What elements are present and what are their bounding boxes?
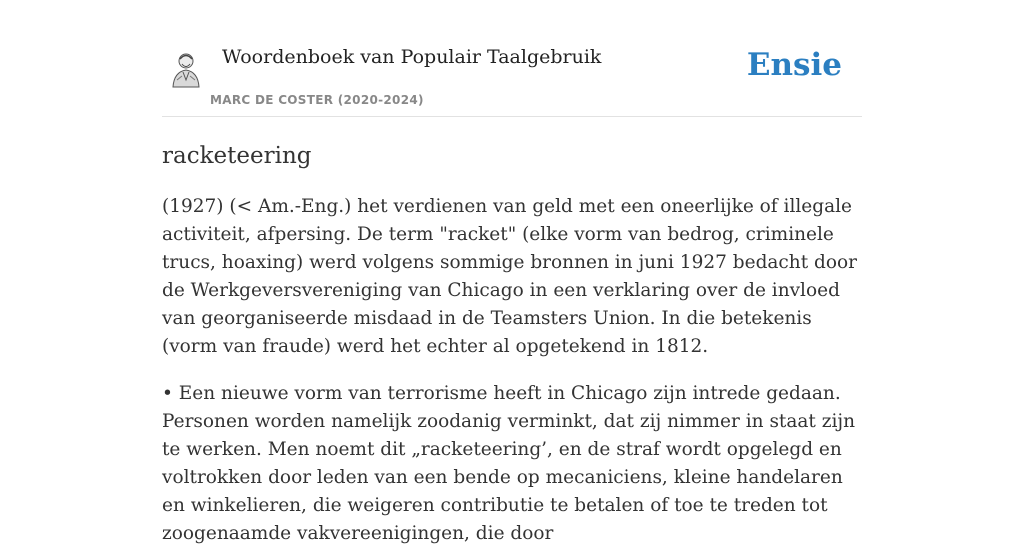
dictionary-header [162, 0, 862, 117]
author-credit[interactable]: MARC DE COSTER (2020-2024) [210, 93, 424, 107]
entry-quote: • Een nieuwe vorm van terrorisme heeft in Chicago zijn intrede gedaan. Personen worden namelijk zoodanig verminkt, dat zij nimmer in staat zijn te werken. Men noemt dit „racketeering’, en de straf wordt opgelegd en voltrokken door leden van een bende op mecaniciens, kleine handelaren en winkelieren, die weigeren contributie te betalen of toe te treden tot zoogenaamde vakvereenigingen, die door [162, 383, 856, 544]
dictionary-title[interactable]: Woordenboek van Populair Taalgebruik [222, 46, 602, 68]
entry-headword: racketeering [162, 143, 312, 169]
entry-definition: (1927) (< Am.-Eng.) het verdienen van geld met een oneerlijke of illegale activiteit, afpersing. De term "racket" (elke vorm van bedrog, criminele trucs, hoaxing) werd volgens sommige bronnen in juni 1927 bedacht door de Werkgeversvereniging van Chicago in een verklaring over de invloed van georganiseerde misdaad in de Teamsters Union. In die betekenis (vorm van fraude) werd het echter al opgetekend in 1812. [162, 196, 857, 357]
ensie-logo-link[interactable]: Ensie [746, 47, 842, 83]
author-portrait-icon[interactable] [170, 50, 202, 88]
page [162, 0, 862, 548]
